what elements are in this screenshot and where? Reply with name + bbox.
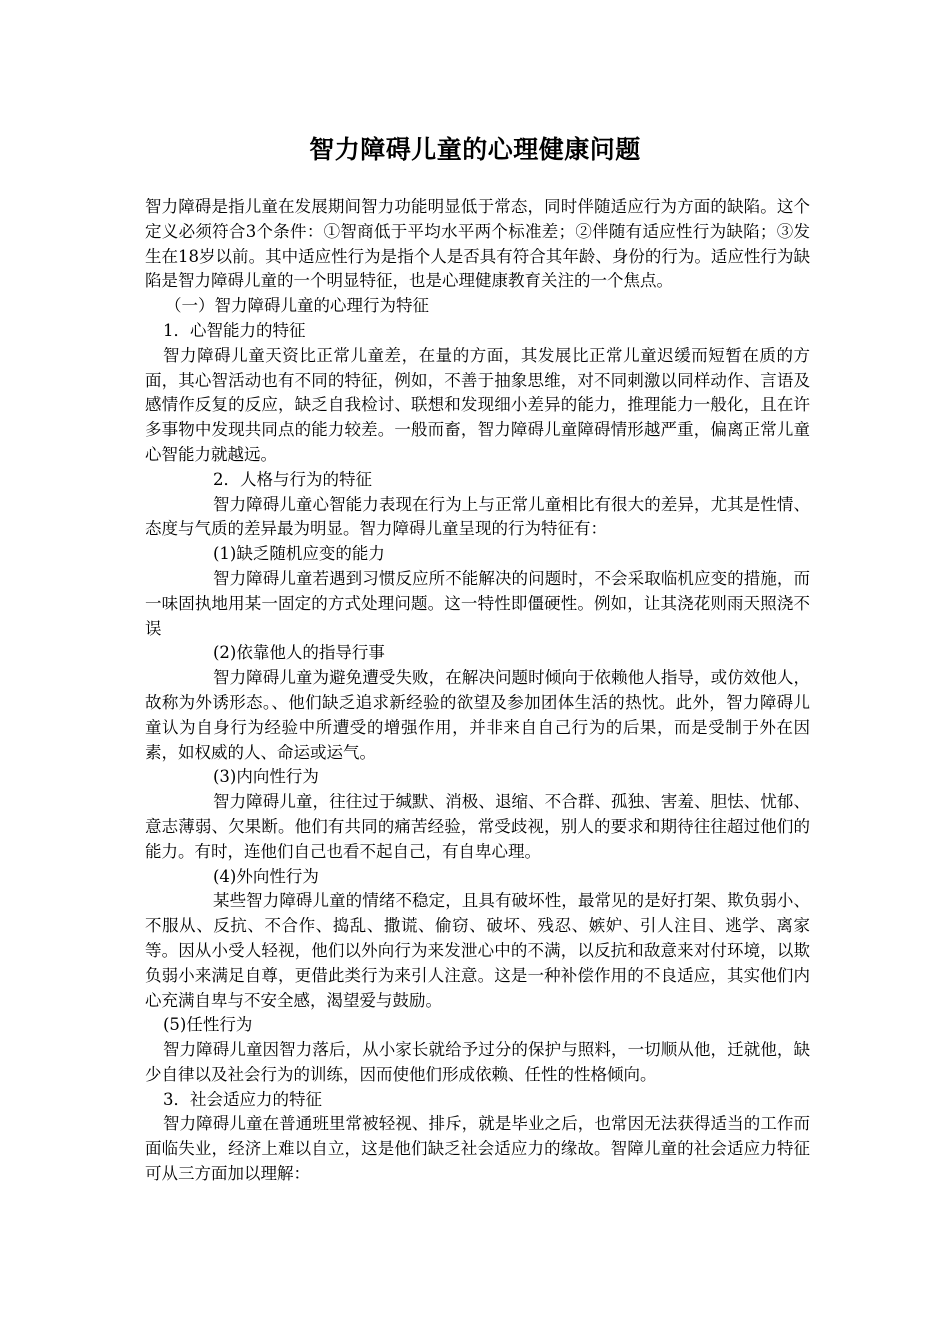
page-title: 智力障碍儿童的心理健康问题 (309, 135, 641, 164)
body-paragraph: 智力障碍儿童为避免遭受失败，在解决问题时倾向于依赖他人指导，或仿效他人，故称为外诱形态。、他们缺乏追求新经验的欲望及参加团体生活的热忱。此外，智力障碍儿童认为自身行为经验中所遭受的增强作用，并非来自自己行为的后果，而是受制于外在因素，如权威的人、命运或运气。 (145, 668, 810, 762)
item-heading-5: (5)任性行为 (163, 1015, 253, 1035)
item-heading-3: (3)内向性行为 (213, 767, 319, 787)
intro-paragraph: 智力障碍是指儿童在发展期间智力功能明显低于常态，同时伴随适应行为方面的缺陷。这个定义必须符合3个条件：①智商低于平均水平两个标准差；②伴随有适应性行为缺陷；③发生在18岁以前。其中适应性行为是指个人是否具有符合其年龄、身份的行为。适应性行为缺陷是智力障碍儿童的一个明显特征，也是心理健康教育关注的一个焦点。 (145, 197, 810, 291)
item-heading-2: (2)依靠他人的指导行事 (213, 643, 385, 663)
item-heading-4: (4)外向性行为 (213, 866, 319, 886)
document-body (145, 195, 810, 1187)
body-paragraph: 智力障碍儿童，往往过于缄默、消极、退缩、不合群、孤独、害羞、胆怯、忧郁、意志薄弱、欠果断。他们有共同的痛苦经验，常受歧视，别人的要求和期待往往超过他们的能力。有时，连他们自己也看不起自己，有自卑心理。 (145, 792, 810, 861)
body-paragraph: 某些智力障碍儿童的情绪不稳定，且具有破坏性，最常见的是好打架、欺负弱小、不服从、反抗、不合作、捣乱、撒谎、偷窃、破坏、残忍、嫉妒、引人注目、逃学、离家等。因从小受人轻视，他们以外向行为来发泄心中的不满，以反抗和敌意来对付环境，以欺负弱小来满足自尊，更借此类行为来引人注意。这是一种补偿作用的不良适应，其实他们内心充满自卑与不安全感，渴望爱与鼓励。 (145, 891, 810, 1010)
body-paragraph: 智力障碍儿童因智力落后，从小家长就给予过分的保护与照料，一切顺从他，迁就他，缺少自律以及社会行为的训练，因而使他们形成依赖、任性的性格倾向。 (145, 1040, 810, 1084)
body-paragraph: 智力障碍儿童天资比正常儿童差，在量的方面，其发展比正常儿童迟缓而短暂在质的方面，其心智活动也有不同的特征，例如，不善于抽象思维，对不同刺激以同样动作、言语及感情作反复的反应，缺乏自我检讨、联想和发现细小差异的能力，推理能力一般化，且在许多事物中发现共同点的能力较差。一般而畜，智力障碍儿童障碍情形越严重，偏离正常儿童心智能力就越远。 (145, 345, 810, 464)
subsection-heading-1: 1．心智能力的特征 (163, 320, 306, 340)
body-paragraph: 智力障碍儿童若遇到习惯反应所不能解决的问题时，不会采取临机应变的措施，而一味固执地用某一固定的方式处理问题。这一特性即僵硬性。例如，让其浇花则雨天照浇不误 (145, 568, 810, 638)
subsection-heading-3: 3．社会适应力的特征 (163, 1089, 322, 1109)
section-heading-1: （一）智力障碍儿童的心理行为特征 (165, 296, 429, 316)
body-paragraph: 智力障碍儿童在普通班里常被轻视、排斥，就是毕业之后，也常因无法获得适当的工作而面临失业，经济上难以自立，这是他们缺乏社会适应力的缘故。智障儿童的社会适应力特征可从三方面加以理解： (145, 1114, 810, 1184)
body-paragraph: 智力障碍儿童心智能力表现在行为上与正常儿童相比有很大的差异，尤其是性情、态度与气质的差异最为明显。智力障碍儿童呈现的行为特征有： (145, 494, 810, 539)
item-heading-1: (1)缺乏随机应变的能力 (213, 544, 385, 564)
subsection-heading-2: 2．人格与行为的特征 (213, 469, 372, 489)
